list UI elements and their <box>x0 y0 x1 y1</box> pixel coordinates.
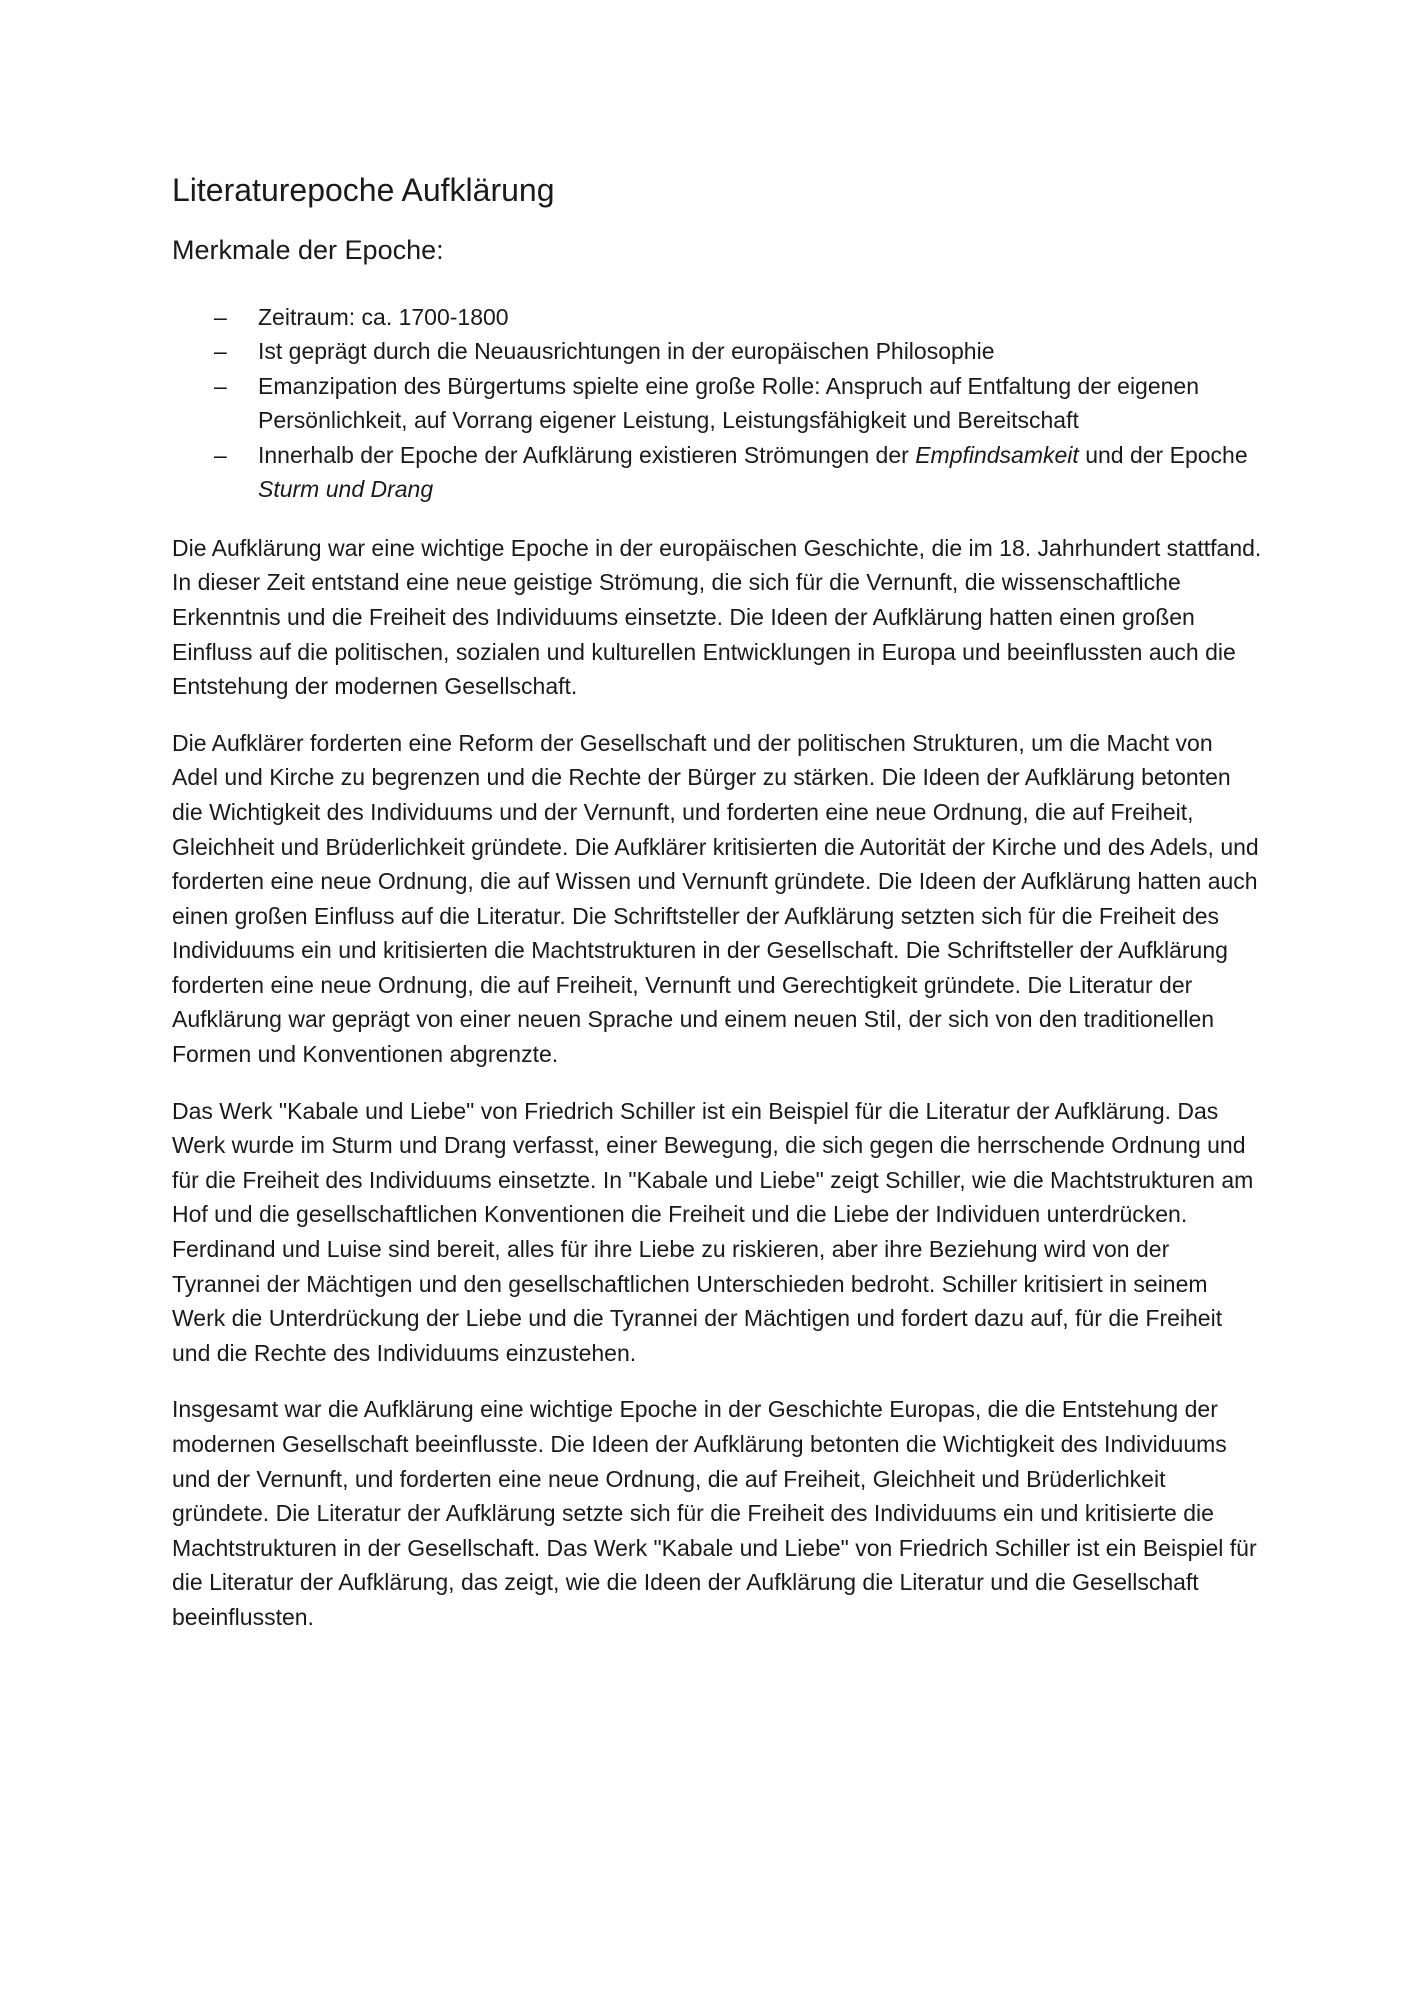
dash-bullet-icon: – <box>214 338 227 365</box>
feature-list <box>172 300 1262 507</box>
list-item-text: Ist geprägt durch die Neuausrichtungen in der europäischen Philosophie <box>258 338 995 365</box>
paragraph-aufklaerer: Die Aufklärer forderten eine Reform der Gesellschaft und der politischen Strukturen, um die Macht von Adel und Kirche zu begrenzen und die Rechte der Bürger zu stärken. Die Ideen der Aufklärung betonten die Wichtigkeit des Individuums und der Vernunft, und forderten eine neue Ordnung, die auf Freiheit, Gleichheit und Brüderlichkeit gründete. Die Aufklärer kritisierten die Autorität der Kirche und des Adels, und forderten eine neue Ordnung, die auf Wissen und Vernunft gründete. Die Ideen der Aufklärung hatten auch einen großen Einfluss auf die Literatur. Die Schriftsteller der Aufklärung setzten sich für die Freiheit des Individuums ein und kritisierten die Machtstrukturen in der Gesellschaft. Die Schriftsteller der Aufklärung forderten eine neue Ordnung, die auf Freiheit, Vernunft und Gerechtigkeit gründete. Die Literatur der Aufklärung war geprägt von einer neuen Sprache und einem neuen Stil, der sich von den traditionellen Formen und Konventionen abgrenzte. <box>172 729 1259 1068</box>
paragraph-conclusion: Insgesamt war die Aufklärung eine wichtige Epoche in der Geschichte Europas, die die Entstehung der modernen Gesellschaft beeinflusste. Die Ideen der Aufklärung betonten die Wichtigkeit des Individuums und der Vernunft, und forderten eine neue Ordnung, die auf Freiheit, Gleichheit und Brüderlichkeit gründete. Die Literatur der Aufklärung setzte sich für die Freiheit des Individuums ein und kritisierte die Machtstrukturen in der Gesellschaft. Das Werk "Kabale und Liebe" von Friedrich Schiller ist ein Beispiel für die Literatur der Aufklärung, das zeigt, wie die Ideen der Aufklärung die Literatur und die Gesellschaft beeinflussten. <box>172 1396 1257 1630</box>
list-item <box>172 334 1262 369</box>
section-heading: Merkmale der Epoche: <box>172 235 444 265</box>
paragraph-intro: Die Aufklärung war eine wichtige Epoche in der europäischen Geschichte, die im 18. Jahrhundert stattfand. In dieser Zeit entstand eine neue geistige Strömung, die sich für die Vernunft, die wissenschaftliche Erkenntnis und die Freiheit des Individuums einsetzte. Die Ideen der Aufklärung hatten einen großen Einfluss auf die politischen, sozialen und kulturellen Entwicklungen in Europa und beeinflussten auch die Entstehung der modernen Gesellschaft. <box>172 534 1262 700</box>
list-item-text-part: und der Epoche <box>1078 441 1248 468</box>
dash-bullet-icon: – <box>214 372 227 399</box>
list-item-text: Zeitraum: ca. 1700-1800 <box>258 303 509 330</box>
list-item <box>172 369 1262 438</box>
dash-bullet-icon: – <box>214 303 227 330</box>
document-title: Literaturepoche Aufklärung <box>172 172 555 208</box>
emphasis-sturm-und-drang: Sturm und Drang <box>258 476 434 503</box>
list-item-text: Emanzipation des Bürgertums spielte eine große Rolle: Anspruch auf Entfaltung der eigenen Persönlichkeit, auf Vorrang eigener Leistung, Leistungsfähigkeit und Bereitschaft <box>258 372 1200 434</box>
list-item <box>172 300 1262 335</box>
emphasis-empfindsamkeit: Empfindsamkeit <box>915 441 1079 468</box>
paragraph-kabale-und-liebe: Das Werk "Kabale und Liebe" von Friedrich Schiller ist ein Beispiel für die Literatur der Aufklärung. Das Werk wurde im Sturm und Drang verfasst, einer Bewegung, die sich gegen die herrschende Ordnung und für die Freiheit des Individuums einsetzte. In "Kabale und Liebe" zeigt Schiller, wie die Machtstrukturen am Hof und die gesellschaftlichen Konventionen die Freiheit und die Liebe der Individuen unterdrücken. Ferdinand und Luise sind bereit, alles für ihre Liebe zu riskieren, aber ihre Beziehung wird von der Tyrannei der Mächtigen und den gesellschaftlichen Unterschieden bedroht. Schiller kritisiert in seinem Werk die Unterdrückung der Liebe und die Tyrannei der Mächtigen und fordert dazu auf, für die Freiheit und die Rechte des Individuums einzustehen. <box>172 1097 1254 1366</box>
dash-bullet-icon: – <box>214 441 227 468</box>
list-item-text-part: Innerhalb der Epoche der Aufklärung existieren Strömungen der <box>258 441 916 468</box>
list-item <box>172 438 1262 507</box>
document-page <box>172 170 1262 1657</box>
list-item-text <box>258 442 1248 503</box>
